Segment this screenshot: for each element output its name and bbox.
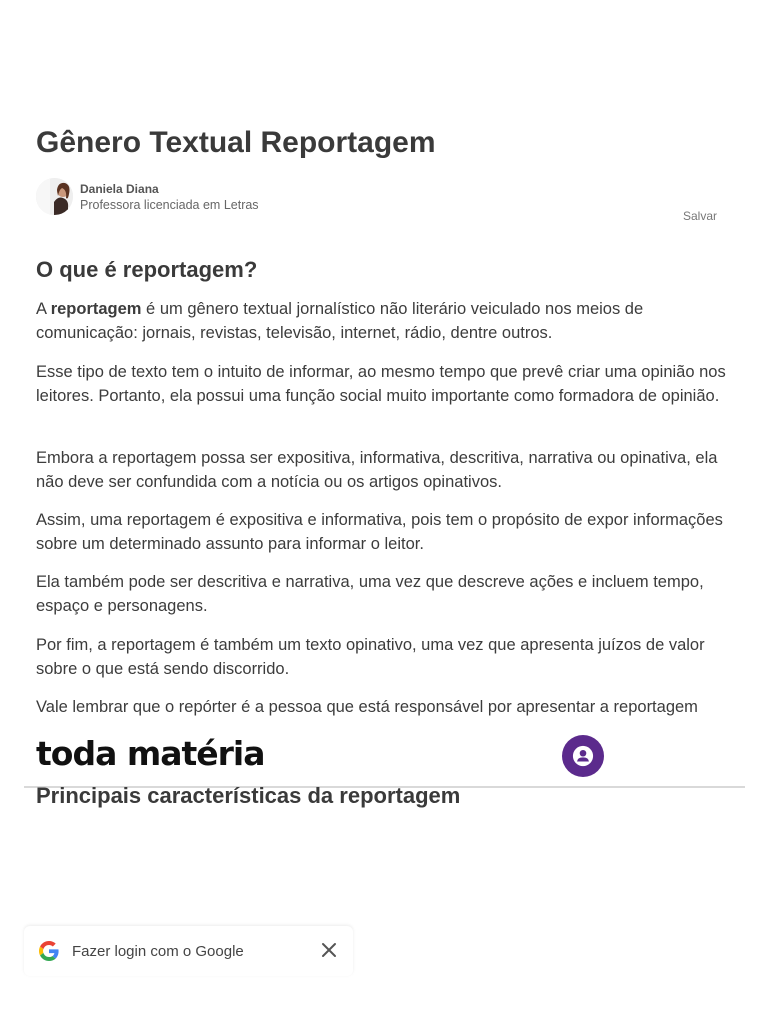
section-heading-characteristics: Principais características da reportagem <box>36 783 461 808</box>
site-logo[interactable]: toda matéria <box>36 734 265 773</box>
p1-bold-term: reportagem <box>50 300 142 318</box>
save-button[interactable]: Salvar <box>682 209 717 223</box>
author-info <box>36 178 259 215</box>
google-login-text[interactable]: Fazer login com o Google <box>72 942 244 960</box>
paragraph-7: Vale lembrar que o repórter é a pessoa que está responsável por apresentar a reportagem <box>36 698 698 716</box>
author-role: Professora licenciada em Letras <box>80 197 259 212</box>
sticky-header <box>24 726 745 788</box>
user-icon <box>572 745 594 767</box>
paragraph-2: Esse tipo de texto tem o intuito de informar, ao mesmo tempo que prevê criar uma opinião nos leitores. Portanto, ela possui uma função social muito importante como formadora de opinião. <box>36 363 726 405</box>
paragraph-3: Embora a reportagem possa ser expositiva, informativa, descritiva, narrativa ou opinativa, ela não deve ser confundida com a notícia ou os artigos opinativos. <box>36 449 718 491</box>
p1-text-end: é um gênero textual jornalístico não literário veiculado nos meios de comunicação: jornais, revistas, televisão, internet, rádio, dentre outros. <box>36 300 644 342</box>
close-icon[interactable] <box>319 940 339 960</box>
google-icon <box>39 941 59 961</box>
p1-text-start: A <box>36 300 51 318</box>
article-title: Gênero Textual Reportagem <box>36 126 436 159</box>
paragraph-5: Ela também pode ser descritiva e narrativa, uma vez que descreve ações e incluem tempo, espaço e personagens. <box>36 573 704 615</box>
paragraph-4: Assim, uma reportagem é expositiva e informativa, pois tem o propósito de expor informações sobre um determinado assunto para informar o leitor. <box>36 511 723 553</box>
user-account-button[interactable] <box>562 735 604 777</box>
author-avatar <box>36 178 73 215</box>
paragraph-6: Por fim, a reportagem é também um texto opinativo, uma vez que apresenta juízos de valor sobre o que está sendo discorrido. <box>36 636 705 678</box>
author-name[interactable]: Daniela Diana <box>80 181 159 196</box>
paragraph-1 <box>36 298 736 345</box>
google-login-popup[interactable] <box>24 926 353 976</box>
section-heading-what-is: O que é reportagem? <box>36 257 258 282</box>
